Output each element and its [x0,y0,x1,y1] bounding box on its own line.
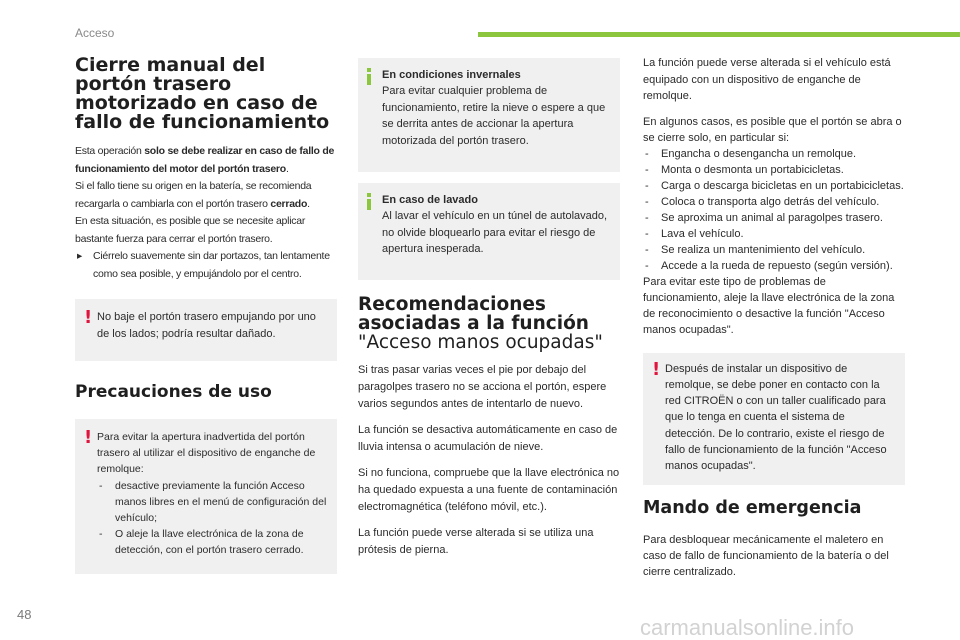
heading-recommendations [358,295,620,352]
precaution-item: - O aleje la llave electrónica de la zona de detección, con el portón trasero cerrado. [97,526,329,558]
washing-text: Al lavar el vehículo en un túnel de autolavado, no olvide bloquearlo para evitar el riesgo de apertura inesperada. [382,210,608,255]
towbar-text: La función puede verse alterada si el vehículo está equipado con un dispositivo de enganche de remolque. [643,57,891,102]
cases-list [643,146,905,274]
warning-box-push [75,299,337,361]
paragraph: La función puede verse alterada si se utiliza una prótesis de pierna. [358,527,594,556]
heading-emergency-control: Mando de emergencia [643,497,862,518]
case-item: - Accede a la rueda de repuesto (según versión). [643,258,905,274]
watermark: carmanualsonline.info [640,615,855,640]
heading-manual-closing: Cierre manual del portón trasero motorizado en caso de fallo de funcionamiento [75,54,330,133]
heading-line: Recomendaciones [358,294,546,315]
washing-title: En caso de lavado [382,194,478,206]
precautions-list [97,478,329,559]
exclamation-icon: ! [652,358,661,380]
case-item: - Carga o descarga bicicletas en un portabicicletas. [643,178,905,194]
case-item: - Se realiza un mantenimiento del vehículo. [643,242,905,258]
case-item: - Coloca o transporta algo detrás del vehículo. [643,194,905,210]
emergency-text: Para desbloquear mecánicamente el maletero en caso de fallo de funcionamiento de la batería o del cierre centralizado. [643,533,889,579]
case-item: - Monta o desmonta un portabicicletas. [643,162,905,178]
info-box-winter [358,58,620,172]
recommendations-text [358,362,620,559]
paragraph: La función se desactiva automáticamente en caso de lluvia intensa o acumulación de nieve. [358,424,618,453]
column-left [75,56,337,574]
case-item: - Se aproxima un animal al paragolpes trasero. [643,210,905,226]
warning-box-precautions [75,419,337,574]
precaution-item: - desactive previamente la función Acceso manos libres en el menú de configuración del vehículo; [97,478,329,527]
heading-line: "Acceso manos ocupadas" [358,332,603,353]
section-title: Acceso [75,26,115,40]
case-item: - Lava el vehículo. [643,226,905,242]
case-item: - Engancha o desengancha un remolque. [643,146,905,162]
intro-suffix: . [285,162,289,175]
accent-bar [478,32,960,37]
info-icon [367,68,371,85]
warning-box-towbar [643,353,905,485]
paragraph: Si tras pasar varias veces el pie por debajo del paragolpes trasero no se acciona el portón, espere varios segundos antes de intentarlo de nuevo. [358,364,607,410]
precautions-intro: Para evitar la apertura inadvertida del portón trasero al utilizar el dispositivo de enganche de remolque: [97,431,316,476]
paragraph: Si no funciona, compruebe que la llave electrónica no ha quedado expuesta a una fuente de contaminación electromagnética (teléfono móvil, etc.). [358,467,620,513]
intro-bold: solo se debe realizar en caso de fallo de funcionamiento del motor del portón trasero [75,145,335,175]
warning-push-text: No baje el portón trasero empujando por uno de los lados; podría resultar dañado. [97,311,316,340]
intro-prefix: Esta operación [75,145,145,157]
battery-text [75,178,337,213]
winter-text: Para evitar cualquier problema de funcionamiento, retire la nieve o espere a que se derrita antes de accionar la apertura motorizada del portón trasero. [382,85,606,147]
heading-precautions: Precauciones de uso [75,382,272,402]
heading-line: asociadas a la función [358,313,589,334]
battery-suffix: . [307,197,310,210]
intro-text [75,143,337,178]
avoid-problems-text: Para evitar este tipo de problemas de funcionamiento, aleje la llave electrónica de la zona de reconocimiento o desactive la función "Acceso manos ocupadas". [643,275,895,336]
column-middle [358,58,620,559]
battery-bold: cerrado [270,197,308,210]
winter-title: En condiciones invernales [382,69,521,81]
battery-prefix: Si el fallo tiene su origen en la batería, se recomienda recargarla o cambiarla con el portón trasero [75,180,312,210]
cases-intro: En algunos casos, es posible que el portón se abra o se cierre solo, en particular si: [643,115,902,144]
force-text: En esta situación, es posible que se necesite aplicar bastante fuerza para cerrar el portón trasero. [75,215,306,245]
instruction-list [75,248,337,283]
info-icon [367,193,371,210]
column-right [643,55,905,580]
exclamation-icon: ! [84,307,93,328]
towbar-warning-text: Después de instalar un dispositivo de remolque, se debe poner en contacto con la red CITROËN o con un taller cualificado para que lo tenga en cuenta el sistema de detección. De lo contrario, existe el riesgo de fallo de funcionamiento de la función "Acceso manos ocupadas". [665,362,887,473]
page-number: 48 [17,607,32,622]
instruction-item: ▸ Ciérrelo suavemente sin dar portazos, tan lentamente como sea posible, y empujándolo por el centro. [75,248,337,283]
info-box-washing [358,183,620,280]
exclamation-icon: ! [84,427,93,448]
